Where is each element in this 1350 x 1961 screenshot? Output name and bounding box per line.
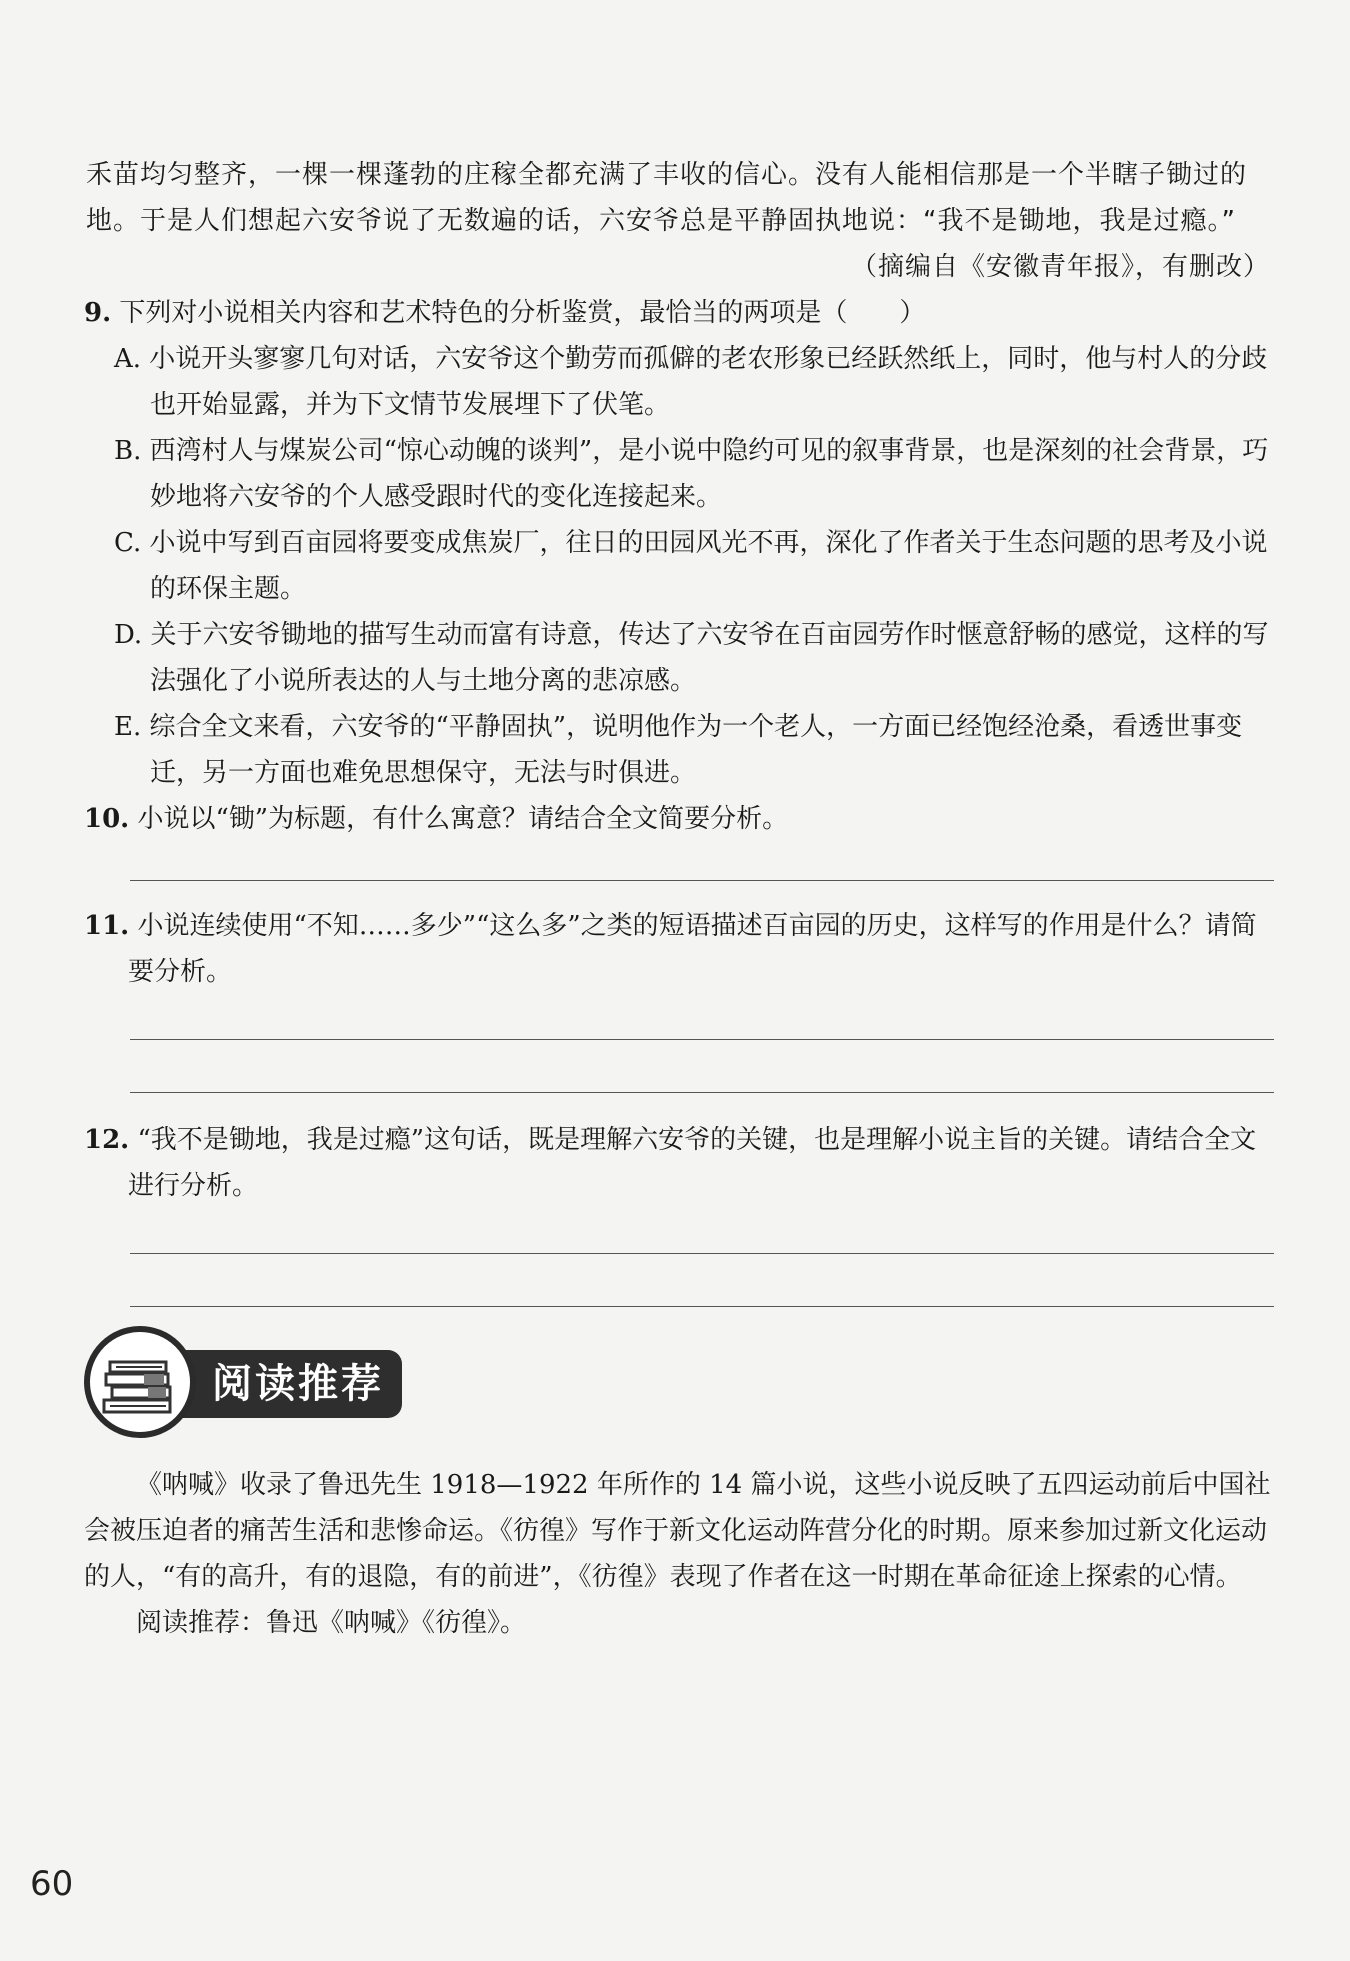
section-title: 阅读推荐 [212,1361,384,1407]
question-12 [84,1117,1274,1209]
option-d: D. 关于六安爷锄地的描写生动而富有诗意，传达了六安爷在百亩园劳作时惬意舒畅的感觉，这样的写法强化了小说所表达的人与土地分离的悲凉感。 [114,620,1269,696]
question-number: 10. [84,804,130,834]
question-stem: 下列对小说相关内容和艺术特色的分析鉴赏，最恰当的两项是（ ） [119,298,926,328]
question-number: 9. [84,298,112,328]
option-a: A. 小说开头寥寥几句对话，六安爷这个勤劳而孤僻的老农形象已经跃然纸上，同时，他与村人的分歧也开始显露，并为下文情节发展埋下了伏笔。 [114,344,1268,420]
option-e: E. 综合全文来看，六安爷的“平静固执”，说明他作为一个老人，一方面已经饱经沧桑，看透世事变迁，另一方面也难免思想保守，无法与时俱进。 [114,712,1243,788]
questions-section [84,290,1274,1307]
story-passage [86,152,1270,244]
recommend-paragraph: 《呐喊》收录了鲁迅先生 1918—1922 年所作的 14 篇小说，这些小说反映了五四运动前后中国社会被压迫者的痛苦生活和悲惨命运。《彷徨》写作于新文化运动阵营分化的时期。原来参加过新文化运动的人，“有的高升，有的退隐，有的前进”，《彷徨》表现了作者在这一时期在革命征途上探索的心情。 [84,1470,1271,1592]
question-number: 11. [84,911,130,941]
passage-source: （摘编自《安徽青年报》，有删改） [850,252,1270,282]
question-10 [84,796,1274,842]
stacked-books-icon [84,1326,196,1438]
passage-line: 禾苗均匀整齐，一棵一棵蓬勃的庄稼全都充满了丰收的信心。没有人能相信那是一个半瞎子锄过的 [86,160,1248,190]
question-number: 12. [84,1125,130,1155]
question-9 [84,290,1274,336]
passage-line: 地。于是人们想起六安爷说了无数遍的话，六安爷总是平静固执地说：“我不是锄地，我是过瘾。” [86,206,1236,236]
reading-recommend-badge [84,1322,404,1442]
question-stem: 小说以“锄”为标题，有什么寓意？请结合全文简要分析。 [137,804,789,834]
answer-line [130,1306,1274,1307]
question-stem: 小说连续使用“不知……多少”“这么多”之类的短语描述百亩园的历史，这样写的作用是什么？请简要分析。 [128,911,1257,987]
question-11 [84,903,1274,995]
option-c: C. 小说中写到百亩园将要变成焦炭厂，往日的田园风光不再，深化了作者关于生态问题的思考及小说的环保主题。 [114,528,1268,604]
recommend-section [84,1462,1274,1646]
page-number: 60 [30,1864,74,1904]
question-stem: “我不是锄地，我是过瘾”这句话，既是理解六安爷的关键，也是理解小说主旨的关键。请结合全文进行分析。 [128,1125,1257,1201]
option-b: B. 西湾村人与煤炭公司“惊心动魄的谈判”，是小说中隐约可见的叙事背景，也是深刻的社会背景，巧妙地将六安爷的个人感受跟时代的变化连接起来。 [114,436,1269,512]
recommend-line: 阅读推荐：鲁迅《呐喊》《彷徨》。 [136,1608,527,1638]
